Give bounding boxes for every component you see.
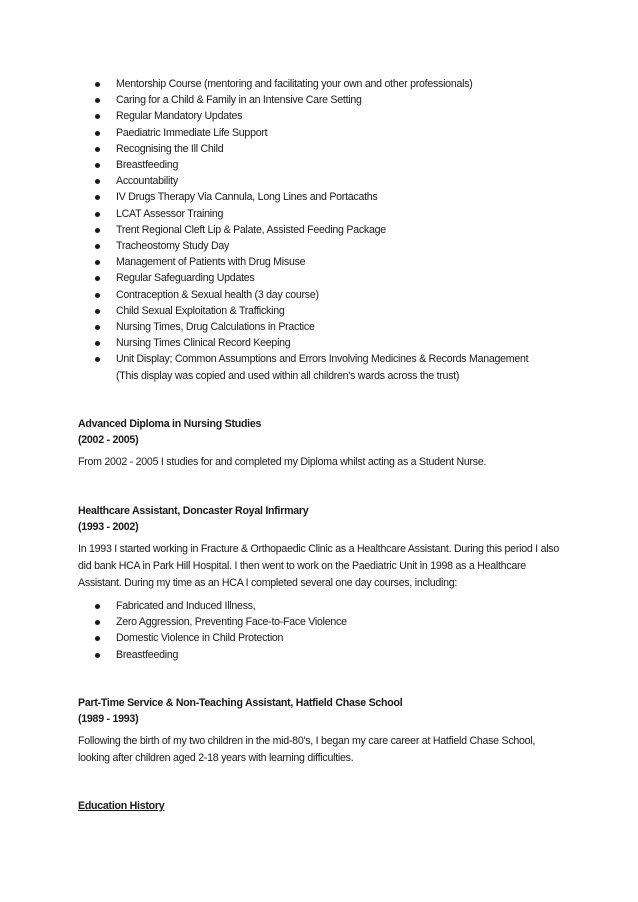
section-dates: (2002 - 2005) <box>78 434 139 446</box>
education-section <box>78 798 568 814</box>
section-title: Healthcare Assistant, Doncaster Royal Infirmary <box>78 505 309 517</box>
section-text: Following the birth of my two children in the mid-80's, I began my care career at Hatfield Chase School, looking after children aged 2-18 years with learning difficulties. <box>78 735 536 764</box>
list-item: Trent Regional Cleft Lip & Palate, Assisted Feeding Package <box>78 222 578 238</box>
list-item: Regular Safeguarding Updates <box>78 270 578 286</box>
list-item-line: (This display was copied and used within all children's wards across the trust) <box>116 369 460 382</box>
list-item: Nursing Times Clinical Record Keeping <box>78 335 578 351</box>
list-item: Domestic Violence in Child Protection <box>78 630 578 646</box>
list-item: Breastfeeding <box>78 647 578 663</box>
diploma-section <box>78 416 568 471</box>
list-item: IV Drugs Therapy Via Cannula, Long Lines and Portacaths <box>78 189 578 205</box>
section-text: From 2002 - 2005 I studies for and completed my Diploma whilst acting as a Student Nurse. <box>78 456 487 468</box>
list-item: Child Sexual Exploitation & Trafficking <box>78 303 578 319</box>
section-title: Part-Time Service & Non-Teaching Assistant, Hatfield Chase School <box>78 697 403 709</box>
list-item: Management of Patients with Drug Misuse <box>78 254 578 270</box>
list-item-line: Unit Display; Common Assumptions and Errors Involving Medicines & Records Management <box>116 353 529 366</box>
list-item: Paediatric Immediate Life Support <box>78 125 578 141</box>
list-item: Regular Mandatory Updates <box>78 108 578 124</box>
list-item: Tracheostomy Study Day <box>78 238 578 254</box>
section-title: Advanced Diploma in Nursing Studies <box>78 418 262 430</box>
list-item: Nursing Times, Drug Calculations in Practice <box>78 319 578 335</box>
list-item: LCAT Assessor Training <box>78 206 578 222</box>
list-item: Fabricated and Induced Illness, <box>78 598 578 614</box>
list-item: Contraception & Sexual health (3 day course) <box>78 287 578 303</box>
list-item: Mentorship Course (mentoring and facilitating your own and other professionals) <box>78 76 578 92</box>
list-item: Accountability <box>78 173 578 189</box>
school-section <box>78 695 568 767</box>
hca-section <box>78 503 568 592</box>
list-item: Breastfeeding <box>78 157 578 173</box>
hca-course-list <box>78 598 578 663</box>
section-text: In 1993 I started working in Fracture & Orthopaedic Clinic as a Healthcare Assistant. During this period I also did bank HCA in Park Hill Hospital. I then went to work on the Paediatric Unit in 1998 as a Healthcare Assistant. During my time as an HCA I completed several one day courses, including: <box>78 543 559 589</box>
section-dates: (1993 - 2002) <box>78 521 139 533</box>
list-item-unit-display <box>78 351 578 383</box>
education-heading: Education History <box>78 800 165 812</box>
course-list <box>78 76 578 384</box>
list-item: Recognising the Ill Child <box>78 141 578 157</box>
list-item: Zero Aggression, Preventing Face-to-Face Violence <box>78 614 578 630</box>
section-dates: (1989 - 1993) <box>78 713 139 725</box>
list-item: Caring for a Child & Family in an Intensive Care Setting <box>78 92 578 108</box>
